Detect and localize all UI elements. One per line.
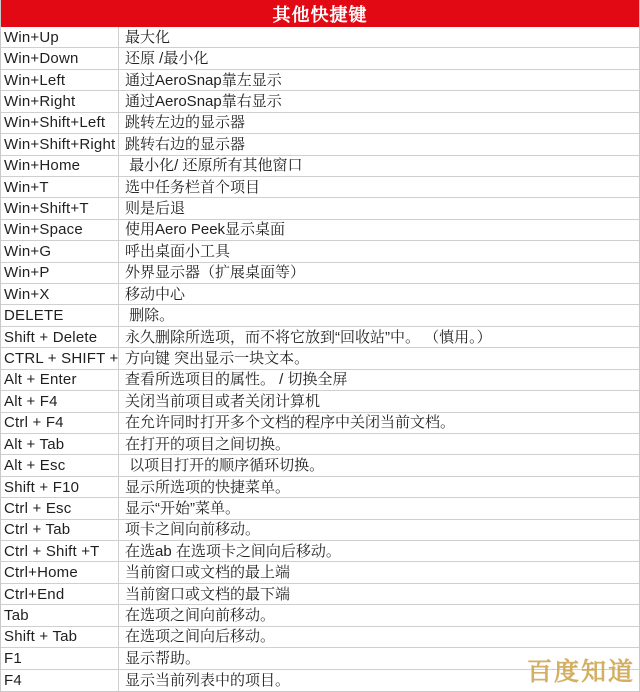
shortcut-desc-cell: 最大化	[125, 28, 171, 46]
table-row	[1, 91, 639, 112]
table-row	[1, 177, 639, 198]
shortcut-key-cell: Ctrl+End	[1, 584, 119, 604]
table-row	[1, 605, 639, 626]
shortcut-desc-cell: 选中任务栏首个项目	[125, 178, 261, 196]
table-row	[1, 434, 639, 455]
table-row	[1, 134, 639, 155]
table-row	[1, 670, 639, 691]
shortcut-desc-cell: 显示帮助。	[125, 649, 201, 667]
shortcut-desc-cell: 显示当前列表中的项目。	[125, 671, 291, 689]
table-row	[1, 284, 639, 305]
shortcut-key-cell: Win+G	[1, 241, 119, 261]
shortcut-key-cell: Win+Shift+T	[1, 198, 119, 218]
table-row	[1, 455, 639, 476]
shortcut-key-cell: DELETE	[1, 305, 119, 325]
shortcut-desc-cell: 在选项之间向前移动。	[125, 607, 276, 625]
shortcut-desc-cell: 使用Aero Peek显示桌面	[125, 221, 286, 239]
shortcut-desc-cell: 则是后退	[125, 200, 186, 218]
table-row	[1, 70, 639, 91]
shortcut-key-cell: F4	[1, 670, 119, 691]
shortcut-key-cell: Tab	[1, 605, 119, 625]
shortcut-desc-cell: 方向键 突出显示一块文本。	[125, 349, 310, 367]
shortcut-key-cell: Win+T	[1, 177, 119, 197]
shortcut-key-cell: Win+X	[1, 284, 119, 304]
table-row	[1, 27, 639, 48]
shortcut-desc-cell: 删除。	[125, 307, 175, 325]
shortcut-key-cell: Win+Up	[1, 27, 119, 47]
shortcut-key-cell: Win+P	[1, 263, 119, 283]
shortcut-desc-cell: 外界显示器（扩展桌面等）	[125, 264, 306, 282]
table-row	[1, 263, 639, 284]
shortcut-desc-cell: 在选ab 在选项卡之间向后移动。	[125, 542, 341, 560]
shortcut-key-cell: Win+Down	[1, 48, 119, 68]
shortcut-desc-cell: 跳转左边的显示器	[125, 114, 246, 132]
baidu-zhidao-watermark: 百度知道	[526, 658, 635, 686]
table-row	[1, 520, 639, 541]
table-row	[1, 327, 639, 348]
shortcut-key-cell: Shift + Tab	[1, 627, 119, 647]
shortcut-desc-cell: 当前窗口或文档的最上端	[125, 564, 291, 582]
shortcut-key-cell: Shift + F10	[1, 477, 119, 497]
shortcut-key-cell: Alt + Esc	[1, 455, 119, 475]
shortcut-key-cell: Win+Space	[1, 220, 119, 240]
table-row	[1, 648, 639, 669]
shortcut-key-cell: Alt + Enter	[1, 370, 119, 390]
shortcut-key-cell: Ctrl + Esc	[1, 498, 119, 518]
shortcut-key-cell: Ctrl + F4	[1, 413, 119, 433]
shortcut-desc-cell: 永久删除所选项，而不将它放到“回收站”中。 （慎用。）	[125, 328, 492, 346]
shortcut-desc-cell: 呼出桌面小工具	[125, 242, 231, 260]
shortcut-desc-cell: 在允许同时打开多个文档的程序中关闭当前文档。	[125, 414, 456, 432]
table-row	[1, 627, 639, 648]
shortcut-desc-cell: 在选项之间向后移动。	[125, 628, 276, 646]
shortcut-desc-cell: 显示“开始”菜单。	[125, 499, 240, 517]
table-title: 其他快捷键	[1, 0, 639, 27]
shortcut-key-cell: Ctrl + Shift +T	[1, 541, 119, 561]
table-row	[1, 477, 639, 498]
table-row	[1, 562, 639, 583]
shortcut-key-cell: Ctrl + Tab	[1, 520, 119, 540]
shortcut-desc-cell: 显示所选项的快捷菜单。	[125, 478, 291, 496]
shortcut-desc-cell: 通过AeroSnap靠左显示	[125, 71, 282, 89]
table-row	[1, 113, 639, 134]
table-row	[1, 220, 639, 241]
table-row	[1, 584, 639, 605]
table-row	[1, 370, 639, 391]
shortcut-key-cell: Shift + Delete	[1, 327, 119, 347]
shortcut-desc-cell: 跳转右边的显示器	[125, 135, 246, 153]
shortcut-desc-cell: 还原 /最小化	[125, 50, 209, 68]
table-row	[1, 541, 639, 562]
shortcut-desc-cell: 查看所选项目的属性。 / 切换全屏	[125, 371, 348, 389]
shortcut-table	[1, 27, 639, 691]
shortcut-key-cell: F1	[1, 648, 119, 668]
shortcut-desc-cell: 关闭当前项目或者关闭计算机	[125, 392, 321, 410]
shortcut-key-cell: Win+Shift+Right	[1, 134, 119, 154]
table-row	[1, 348, 639, 369]
shortcut-desc-cell: 在打开的项目之间切换。	[125, 435, 291, 453]
shortcut-key-cell: CTRL + SHIFT +	[1, 348, 119, 368]
shortcut-desc-cell: 移动中心	[125, 285, 186, 303]
shortcut-desc-cell: 最小化/ 还原所有其他窗口	[125, 157, 303, 175]
table-row	[1, 305, 639, 326]
table-row	[1, 241, 639, 262]
shortcut-key-cell: Alt + Tab	[1, 434, 119, 454]
shortcut-desc-cell: 项卡之间向前移动。	[125, 521, 261, 539]
shortcut-key-cell: Win+Right	[1, 91, 119, 111]
shortcut-key-cell: Win+Left	[1, 70, 119, 90]
table-row	[1, 413, 639, 434]
shortcut-key-cell: Win+Shift+Left	[1, 113, 119, 133]
table-row	[1, 48, 639, 69]
shortcut-desc-cell: 以项目打开的顺序循环切换。	[125, 457, 325, 475]
shortcut-desc-cell: 当前窗口或文档的最下端	[125, 585, 291, 603]
shortcut-key-cell: Ctrl+Home	[1, 562, 119, 582]
table-row	[1, 156, 639, 177]
shortcut-key-cell: Alt + F4	[1, 391, 119, 411]
table-row	[1, 198, 639, 219]
table-row	[1, 391, 639, 412]
shortcut-key-cell: Win+Home	[1, 156, 119, 176]
table-row	[1, 498, 639, 519]
shortcut-desc-cell: 通过AeroSnap靠右显示	[125, 92, 282, 110]
